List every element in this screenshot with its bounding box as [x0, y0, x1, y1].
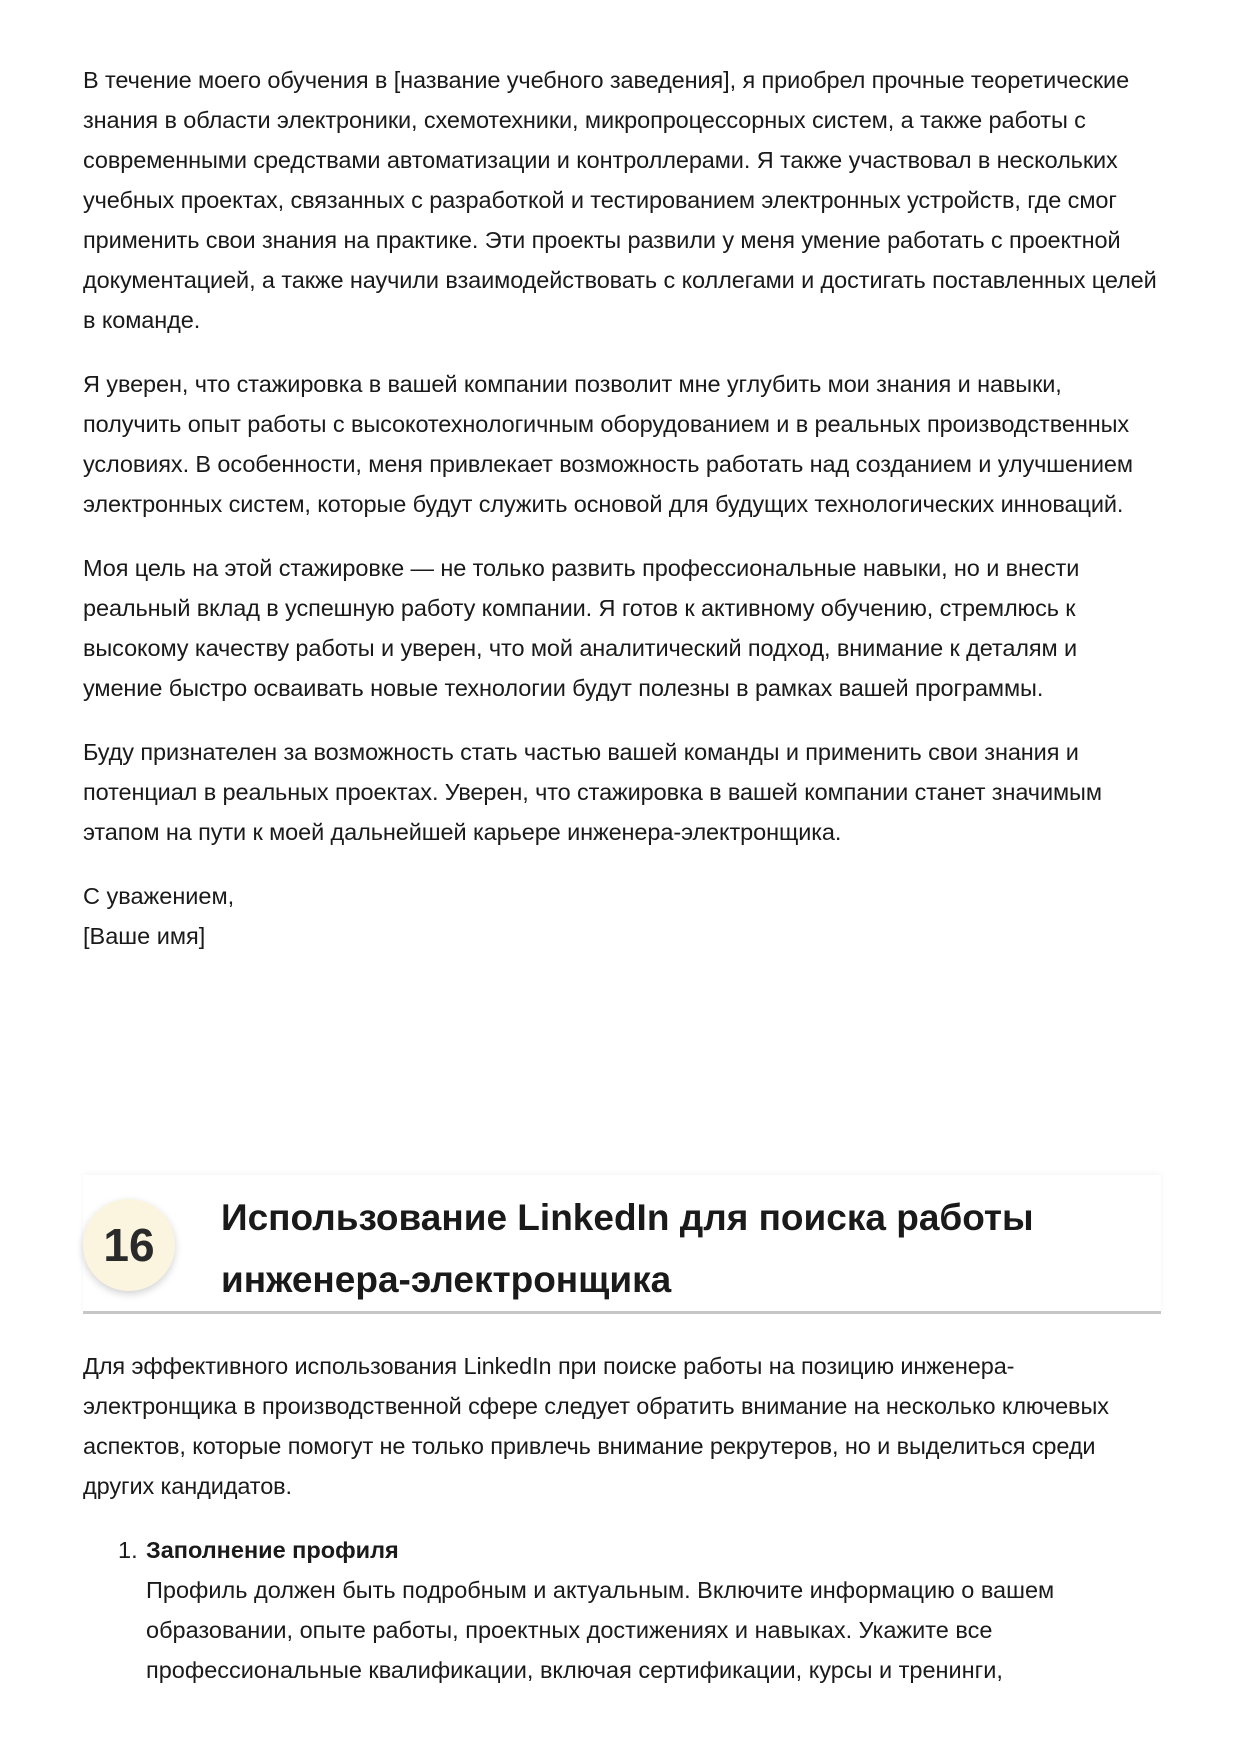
letter-paragraph: Моя цель на этой стажировке — не только развить профессиональные навыки, но и внести реальный вклад в успешную работу компании. Я готов к активному обучению, стремлюсь к высокому качеству работы и уверен, что мой аналитический подход, внимание к деталям и умение быстро осваивать новые технологии будут полезны в рамках вашей программы.: [83, 555, 1080, 701]
letter-body: [83, 60, 1161, 956]
letter-signature: [Ваше имя]: [83, 923, 206, 949]
section-header: [83, 1175, 1161, 1314]
section-body: [83, 1346, 1161, 1690]
list-item-text: Профиль должен быть подробным и актуальным. Включите информацию о вашем образовании, опыте работы, проектных достижениях и навыках. Укажите все профессиональные квалификации, включая сертификации, курсы и тренинги,: [146, 1577, 1055, 1683]
section-intro: Для эффективного использования LinkedIn при поиске работы на позицию инженера-электронщика в производственной сфере следует обратить внимание на несколько ключевых аспектов, которые помогут не только привлечь внимание рекрутеров, но и выделиться среди других кандидатов.: [83, 1353, 1109, 1499]
letter-paragraph: Буду признателен за возможность стать частью вашей команды и применить свои знания и потенциал в реальных проектах. Уверен, что стажировка в вашей компании станет значимым этапом на пути к моей дальнейшей карьере инженера-электронщика.: [83, 739, 1102, 845]
list-item: [83, 1530, 1161, 1690]
letter-paragraph: В течение моего обучения в [название учебного заведения], я приобрел прочные теоретические знания в области электроники, схемотехники, микропроцессорных систем, а также работы с современными средствами автоматизации и контроллерами. Я также участвовал в нескольких учебных проектах, связанных с разработкой и тестированием электронных устройств, где смог применить свои знания на практике. Эти проекты развили у меня умение работать с проектной документацией, а также научили взаимодействовать с коллегами и достигать поставленных целей в команде.: [83, 67, 1157, 333]
section-number-badge: 16: [83, 1199, 175, 1291]
list-item-number: 1.: [118, 1537, 138, 1563]
list-item-heading: Заполнение профиля: [146, 1537, 399, 1563]
letter-closing: С уважением,: [83, 883, 235, 909]
letter-paragraph: Я уверен, что стажировка в вашей компании позволит мне углубить мои знания и навыки, получить опыт работы с высокотехнологичным оборудованием и в реальных производственных условиях. В особенности, меня привлекает возможность работать над созданием и улучшением электронных систем, которые будут служить основой для будущих технологических инноваций.: [83, 371, 1133, 517]
section-title: Использование LinkedIn для поиска работы инженера-электронщика: [221, 1197, 1034, 1300]
numbered-list: [83, 1530, 1161, 1690]
